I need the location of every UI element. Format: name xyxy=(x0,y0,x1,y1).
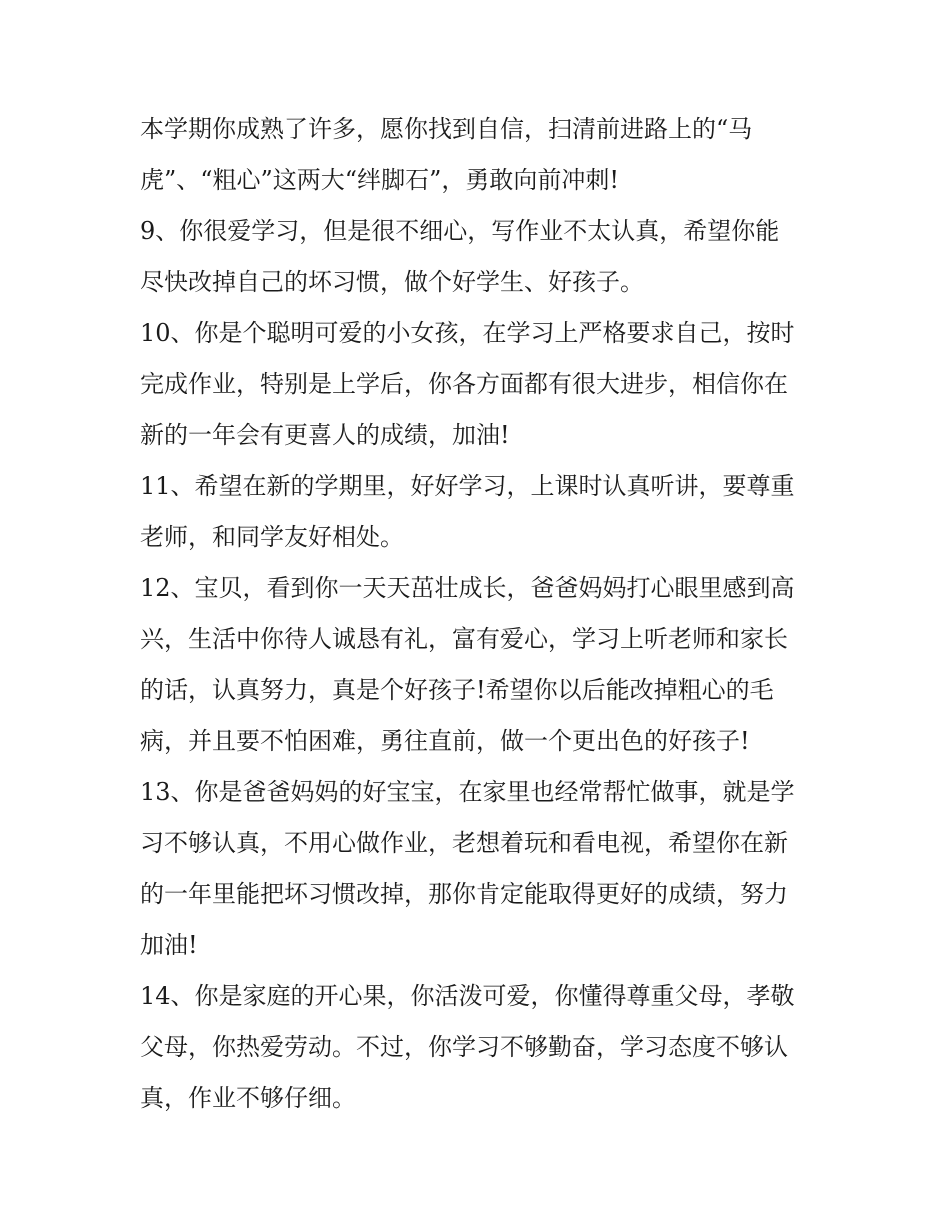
text-line: 老师，和同学友好相处。 xyxy=(140,523,404,551)
text-line: 虎”、“粗心”这两大“绊脚石”，勇敢向前冲刺! xyxy=(140,166,619,194)
text-line: 的一年里能把坏习惯改掉，那你肯定能取得更好的成绩，努力 xyxy=(140,880,788,908)
text-line: 完成作业，特别是上学后，你各方面都有很大进步，相信你在 xyxy=(140,370,788,398)
text-line: 习不够认真，不用心做作业，老想着玩和看电视，希望你在新 xyxy=(140,829,788,857)
text-line: 的话，认真努力，真是个好孩子!希望你以后能改掉粗心的毛 xyxy=(140,676,774,704)
text-line: 父母，你热爱劳动。不过，你学习不够勤奋，学习态度不够认 xyxy=(140,1033,788,1061)
text-line: 兴，生活中你待人诚恳有礼，富有爱心，学习上听老师和家长 xyxy=(140,625,788,653)
text-line: 真，作业不够仔细。 xyxy=(140,1084,356,1112)
text-line: 尽快改掉自己的坏习惯，做个好学生、好孩子。 xyxy=(140,268,644,296)
text-line: 14、你是家庭的开心果，你活泼可爱，你懂得尊重父母，孝敬 xyxy=(140,982,795,1010)
text-line: 13、你是爸爸妈妈的好宝宝，在家里也经常帮忙做事，就是学 xyxy=(140,778,795,806)
text-line: 10、你是个聪明可爱的小女孩，在学习上严格要求自己，按时 xyxy=(140,319,795,347)
text-line: 11、希望在新的学期里，好好学习，上课时认真听讲，要尊重 xyxy=(140,472,795,500)
text-line: 9、你很爱学习，但是很不细心，写作业不太认真，希望你能 xyxy=(140,217,780,245)
text-line: 加油! xyxy=(140,931,198,959)
document-body xyxy=(140,104,820,1124)
text-line: 病，并且要不怕困难，勇往直前，做一个更出色的好孩子! xyxy=(140,727,750,755)
text-line: 本学期你成熟了许多，愿你找到自信，扫清前进路上的“马 xyxy=(140,115,753,143)
text-line: 12、宝贝，看到你一天天茁壮成长，爸爸妈妈打心眼里感到高 xyxy=(140,574,795,602)
text-line: 新的一年会有更喜人的成绩，加油! xyxy=(140,421,510,449)
